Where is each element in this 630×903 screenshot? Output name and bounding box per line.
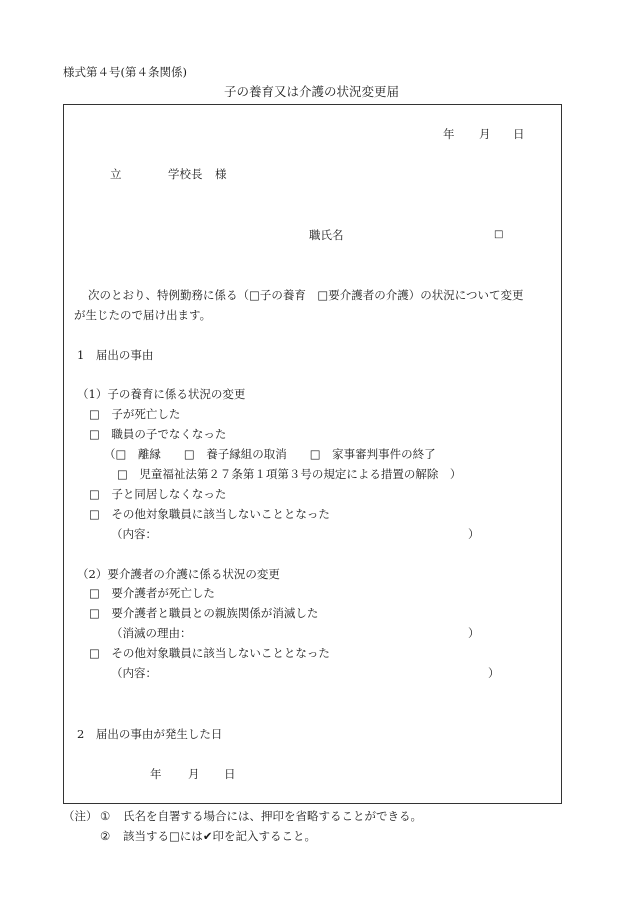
sub-1-item-not-living: □ 子と同居しなくなった [89, 487, 227, 501]
date-year-label: 年 [443, 127, 455, 141]
section-2-heading: 2 届出の事由が発生した日 [77, 727, 223, 741]
date-day-label: 日 [513, 127, 525, 141]
intro-line-1: 次のとおり、特例勤務に係る（□子の養育 □要介護者の介護）の状況について変更 [88, 288, 524, 302]
sub-1-content-label: （内容： [111, 527, 157, 541]
notes-label: （注） [63, 809, 98, 823]
sub-2-content-label: （内容： [111, 666, 157, 680]
sub-2-reason-close: ） [468, 626, 480, 640]
occurrence-month-label: 月 [188, 767, 200, 781]
sub-1-detail-a: （□ 離縁 □ 養子縁組の取消 □ 家事審判事件の終了 [104, 447, 436, 461]
sub-1-item-child-died: □ 子が死亡した [89, 407, 181, 421]
note-1-text: 氏名を自署する場合には、押印を省略することができる。 [123, 809, 422, 823]
seal-box: □ [494, 229, 504, 240]
section-1-heading: 1 届出の事由 [77, 348, 154, 362]
note-2-text: 該当する□には✔印を記入すること。 [123, 829, 316, 843]
addressee-principal: 学校長 [168, 167, 203, 181]
sub-1-item-other: □ その他対象職員に該当しないこととなった [89, 507, 330, 521]
form-title: 子の養育又は介護の状況変更届 [224, 84, 400, 99]
sub-2-reason-label: （消滅の理由： [111, 626, 192, 640]
sub-2-item-other: □ その他対象職員に該当しないこととなった [89, 646, 330, 660]
date-month-label: 月 [479, 127, 491, 141]
sub-1-content-close: ） [468, 527, 480, 541]
sub-2-heading: （2）要介護者の介護に係る状況の変更 [77, 567, 280, 581]
applicant-name-label: 職氏名 [309, 228, 344, 242]
addressee-sama: 様 [215, 167, 227, 181]
note-2-mark: ② [100, 829, 111, 843]
sub-1-heading: （1）子の養育に係る状況の変更 [77, 387, 246, 401]
occurrence-day-label: 日 [224, 767, 236, 781]
sub-2-content-close: ） [488, 666, 500, 680]
form-number: 様式第４号(第４条関係) [63, 65, 187, 79]
addressee-ritsu: 立 [110, 167, 122, 181]
sub-1-item-not-child: □ 職員の子でなくなった [89, 427, 227, 441]
sub-2-item-died: □ 要介護者が死亡した [89, 586, 215, 600]
intro-line-2: が生じたので届け出ます。 [74, 308, 212, 322]
sub-2-item-relation: □ 要介護者と職員との親族関係が消滅した [89, 606, 319, 620]
sub-1-detail-b: □ 児童福祉法第２７条第１項第３号の規定による措置の解除 ） [117, 467, 462, 481]
note-1-mark: ① [100, 809, 111, 823]
occurrence-year-label: 年 [150, 767, 162, 781]
